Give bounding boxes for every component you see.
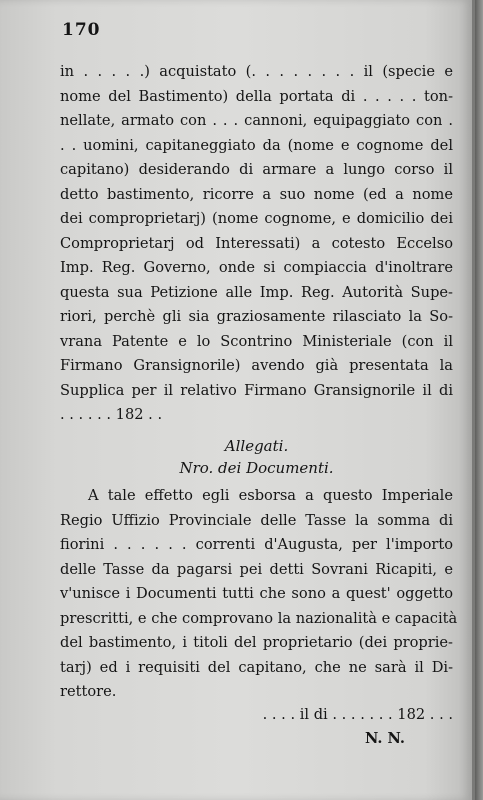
closing-date-line: . . . . il di . . . . . . . 182 . . . bbox=[262, 706, 453, 723]
text-line: tarj) ed i requisiti del capitano, che ne sarà il Di- bbox=[60, 658, 453, 676]
text-line: delle Tasse da pagarsi pei detti Sovrani Ricapiti, e bbox=[60, 560, 453, 578]
page-number: 170 bbox=[62, 20, 101, 40]
text-line: Imp. Reg. Governo, onde si compiaccia d'inoltrare bbox=[60, 259, 453, 276]
closing-signature: N. N. bbox=[364, 730, 405, 747]
text-line: Regio Uffizio Provinciale delle Tasse la somma di bbox=[60, 511, 453, 529]
text-line: vrana Patente e lo Scontrino Ministeriale (con il bbox=[60, 332, 453, 350]
text-line: Supplica per il relativo Firmano Gransignorile il di bbox=[60, 381, 453, 399]
text-line: nome del Bastimento) della portata di . . . . . ton- bbox=[60, 87, 453, 105]
text-line: capitano) desiderando di armare a lungo corso il bbox=[60, 161, 453, 178]
text-line: A tale effetto egli esborsa a questo Imperiale bbox=[88, 487, 453, 504]
paragraph-petition bbox=[60, 60, 453, 428]
text-line: nellate, armato con . . . cannoni, equipaggiato con . bbox=[60, 112, 453, 129]
text-line: prescritti, e che comprovano la nazionalità e capacità bbox=[60, 609, 458, 627]
text-line: rettore. bbox=[60, 683, 117, 700]
book-spine bbox=[475, 0, 483, 800]
text-line: Firmano Gransignorile) avendo già presentata la bbox=[60, 357, 453, 374]
text-line: del bastimento, i titoli del proprietario (dei proprie- bbox=[60, 634, 453, 651]
text-line: . . uomini, capitaneggiato da (nome e cognome del bbox=[60, 136, 453, 154]
text-line: Comproprietarj od Interessati) a cotesto Eccelso bbox=[60, 234, 453, 252]
text-line: in . . . . .) acquistato (. . . . . . . . il (specie e bbox=[60, 63, 453, 80]
text-line: v'unisce i Documenti tutti che sono a quest' oggetto bbox=[60, 585, 453, 602]
text-line: riori, perchè gli sia graziosamente rilasciato la So- bbox=[60, 308, 453, 325]
text-line: detto bastimento, ricorre a suo nome (ed a nome bbox=[60, 185, 453, 203]
text-line: fiorini . . . . . . correnti d'Augusta, per l'importo bbox=[60, 536, 453, 553]
text-line: . . . . . . 182 . . bbox=[60, 406, 163, 423]
paragraph-payment bbox=[60, 484, 458, 705]
heading-allegati: Allegati. bbox=[224, 437, 289, 455]
text-line: questa sua Petizione alle Imp. Reg. Autorità Supe- bbox=[60, 283, 453, 301]
text-line: dei comproprietarj) (nome cognome, e domicilio dei bbox=[60, 210, 453, 227]
heading-documenti: Nro. dei Documenti. bbox=[179, 459, 334, 477]
